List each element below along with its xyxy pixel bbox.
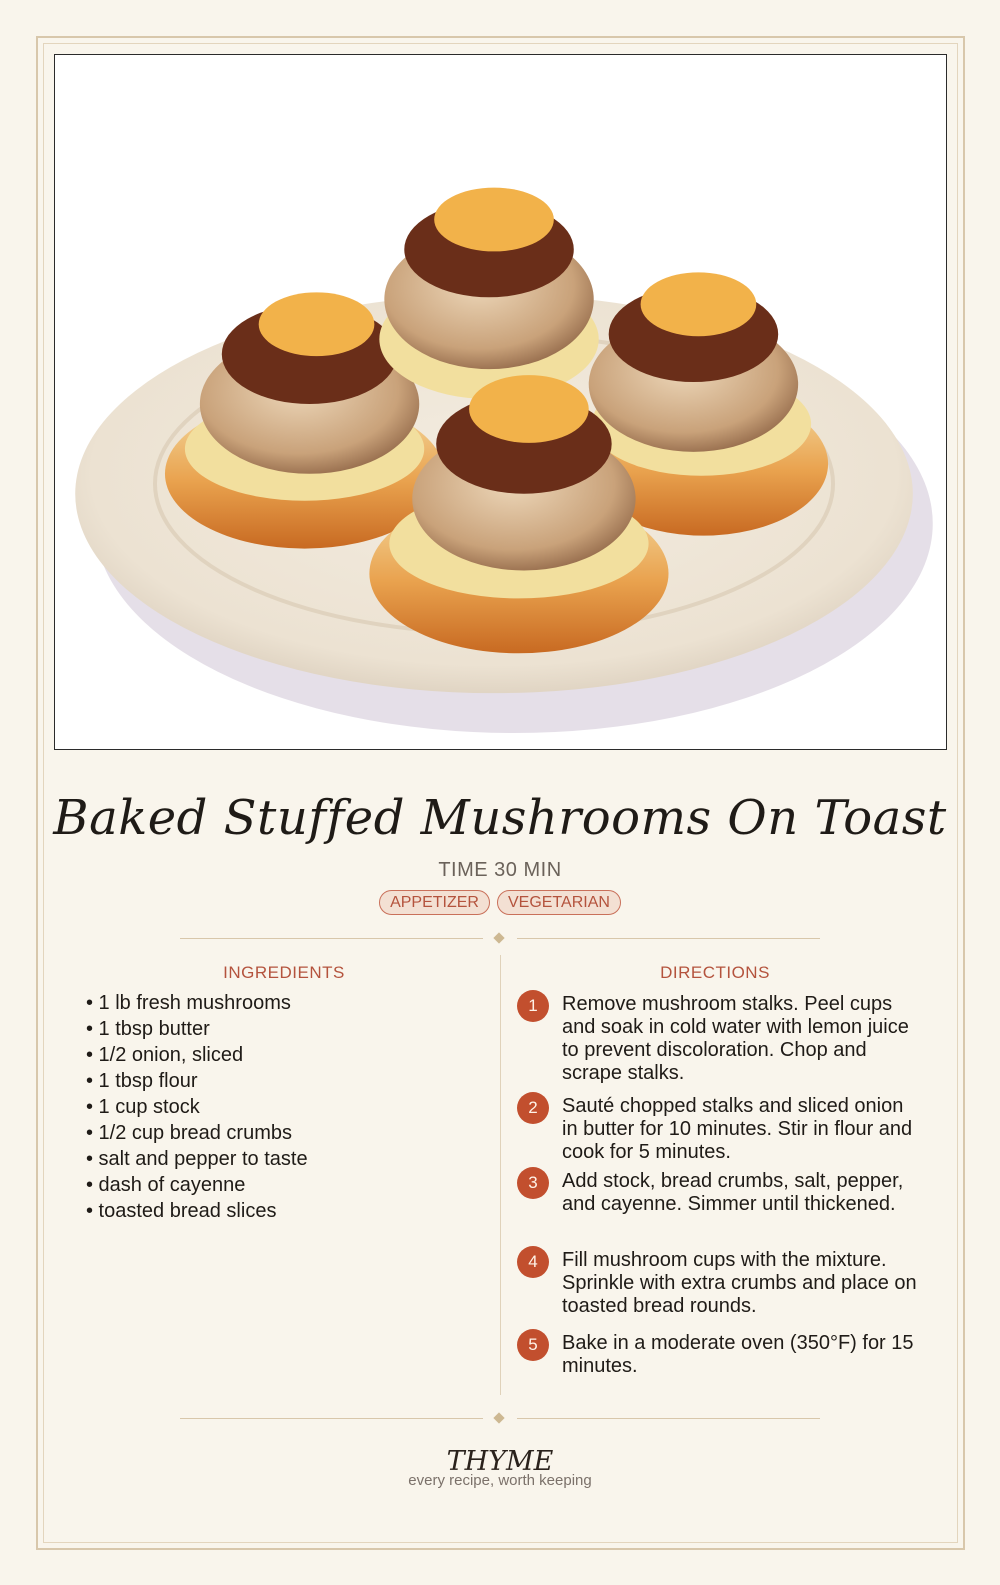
step-number-badge: 5 xyxy=(517,1329,549,1361)
tag-list xyxy=(0,890,1000,915)
ingredient-item: • 1 tbsp flour xyxy=(86,1070,198,1092)
column-divider xyxy=(500,955,501,1395)
step-text: Bake in a moderate oven (350°F) for 15 minutes. xyxy=(562,1332,914,1377)
step-number-badge: 2 xyxy=(517,1092,549,1124)
step-number-badge: 1 xyxy=(517,990,549,1022)
ingredient-item: • 1/2 cup bread crumbs xyxy=(86,1122,292,1144)
ingredient-item: • toasted bread slices xyxy=(86,1200,277,1222)
ingredient-item: • dash of cayenne xyxy=(86,1174,246,1196)
brand-logo: THYME xyxy=(446,1446,554,1477)
ingredient-list xyxy=(86,990,486,1224)
tag-vegetarian: VEGETARIAN xyxy=(497,890,621,915)
step-text: Add stock, bread crumbs, salt, pepper, and cayenne. Simmer until thickened. xyxy=(562,1170,904,1215)
divider-bottom xyxy=(180,1411,820,1425)
direction-list xyxy=(517,990,917,1389)
direction-step xyxy=(517,1329,917,1389)
recipe-title: Baked Stuffed Mushrooms On Toast xyxy=(53,790,947,846)
diamond-ornament-icon xyxy=(493,1412,504,1423)
direction-step xyxy=(517,1092,917,1167)
brand-tagline: every recipe, worth keeping xyxy=(408,1472,592,1489)
ingredient-item: • 1 cup stock xyxy=(86,1096,200,1118)
divider-top xyxy=(180,931,820,945)
direction-step xyxy=(517,1167,917,1246)
stuffed-mushroom-back xyxy=(379,188,598,399)
ingredient-item: • 1 tbsp butter xyxy=(86,1018,210,1040)
recipe-photo xyxy=(54,54,947,750)
step-number-badge: 4 xyxy=(517,1246,549,1278)
step-text: Fill mushroom cups with the mixture. Sprinkle with extra crumbs and place on toasted bread rounds. xyxy=(562,1249,917,1317)
directions-heading: DIRECTIONS xyxy=(660,963,770,982)
ingredients-heading: INGREDIENTS xyxy=(223,963,345,982)
cook-time: TIME 30 MIN xyxy=(438,859,562,881)
tag-appetizer: APPETIZER xyxy=(379,890,490,915)
step-text: Sauté chopped stalks and sliced onion in butter for 10 minutes. Stir in flour and cook for 5 minutes. xyxy=(562,1095,913,1163)
step-text: Remove mushroom stalks. Peel cups and soak in cold water with lemon juice to prevent discoloration. Chop and scrape stalks. xyxy=(562,993,909,1084)
ingredient-item: • 1/2 onion, sliced xyxy=(86,1044,244,1066)
direction-step xyxy=(517,1246,917,1329)
ingredient-item: • salt and pepper to taste xyxy=(86,1148,308,1170)
direction-step xyxy=(517,990,917,1092)
diamond-ornament-icon xyxy=(493,932,504,943)
ingredient-item: • 1 lb fresh mushrooms xyxy=(86,992,291,1014)
step-number-badge: 3 xyxy=(517,1167,549,1199)
